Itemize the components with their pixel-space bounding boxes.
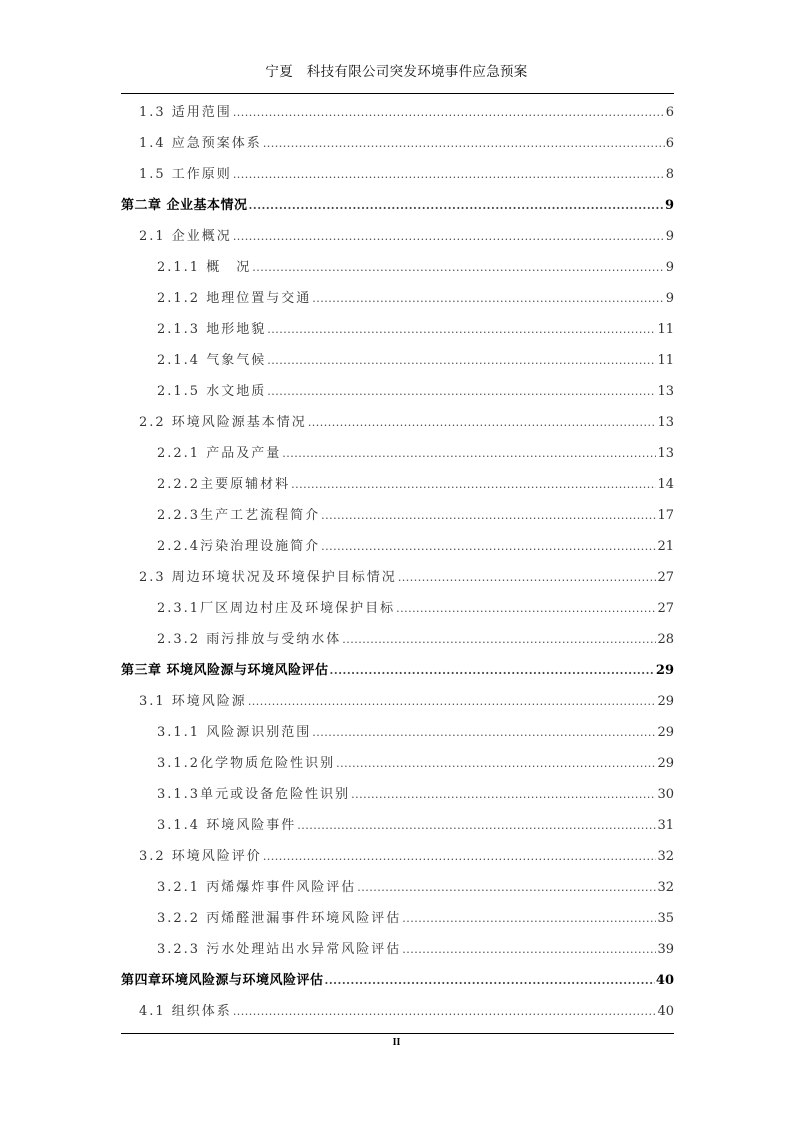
toc-chapter-entry[interactable] bbox=[121, 655, 674, 686]
toc-dot-leader bbox=[402, 934, 656, 965]
toc-dot-leader bbox=[233, 97, 665, 128]
toc-entry[interactable] bbox=[121, 159, 674, 190]
toc-entry-label: 1.5 工作原则 bbox=[139, 167, 232, 182]
toc-entry-page-number: 27 bbox=[657, 601, 674, 616]
toc-entry-label: 2.3.1厂区周边村庄及环境保护目标 bbox=[157, 601, 396, 616]
toc-dot-leader bbox=[342, 624, 656, 655]
toc-entry-page-number: 9 bbox=[665, 260, 674, 275]
toc-dot-leader bbox=[321, 531, 656, 562]
toc-entry-label: 2.2.2主要原辅材料 bbox=[157, 477, 291, 492]
toc-entry[interactable] bbox=[121, 407, 674, 438]
toc-entry[interactable] bbox=[121, 469, 674, 500]
toc-dot-leader bbox=[330, 655, 655, 686]
toc-entry-page-number: 9 bbox=[665, 229, 674, 244]
toc-entry[interactable] bbox=[121, 252, 674, 283]
toc-entry-label: 3.1.2化学物质危险性识别 bbox=[157, 756, 336, 771]
toc-entry[interactable] bbox=[121, 872, 674, 903]
toc-entry[interactable] bbox=[121, 934, 674, 965]
toc-entry-label: 2.2.3生产工艺流程简介 bbox=[157, 508, 321, 523]
toc-dot-leader bbox=[308, 407, 657, 438]
toc-entry-page-number: 9 bbox=[665, 291, 674, 306]
toc-entry-page-number: 29 bbox=[655, 663, 674, 678]
toc-entry-page-number: 29 bbox=[657, 756, 674, 771]
table-of-contents bbox=[121, 97, 674, 1027]
toc-entry-label: 2.1.3 地形地貌 bbox=[157, 322, 267, 337]
toc-entry-page-number: 13 bbox=[657, 446, 674, 461]
toc-dot-leader bbox=[248, 686, 657, 717]
toc-entry[interactable] bbox=[121, 500, 674, 531]
toc-entry[interactable] bbox=[121, 717, 674, 748]
toc-dot-leader bbox=[233, 996, 657, 1027]
toc-dot-leader bbox=[325, 965, 655, 996]
toc-entry-page-number: 13 bbox=[657, 384, 674, 399]
toc-entry-page-number: 14 bbox=[657, 477, 674, 492]
toc-entry-page-number: 27 bbox=[657, 570, 674, 585]
toc-entry[interactable] bbox=[121, 593, 674, 624]
toc-entry[interactable] bbox=[121, 996, 674, 1027]
toc-entry[interactable] bbox=[121, 221, 674, 252]
toc-entry-page-number: 30 bbox=[657, 787, 674, 802]
toc-entry[interactable] bbox=[121, 562, 674, 593]
header-divider bbox=[121, 93, 674, 94]
toc-entry-label: 3.2.2 丙烯醛泄漏事件环境风险评估 bbox=[157, 911, 402, 926]
toc-entry-page-number: 6 bbox=[665, 136, 674, 151]
toc-dot-leader bbox=[267, 314, 656, 345]
toc-entry-page-number: 28 bbox=[657, 632, 674, 647]
toc-entry[interactable] bbox=[121, 779, 674, 810]
toc-entry-label: 2.1.4 气象气候 bbox=[157, 353, 267, 368]
toc-entry-label: 1.3 适用范围 bbox=[139, 105, 232, 120]
toc-dot-leader bbox=[351, 779, 656, 810]
toc-entry-page-number: 31 bbox=[657, 818, 674, 833]
toc-entry-page-number: 39 bbox=[657, 942, 674, 957]
toc-entry-page-number: 40 bbox=[657, 1004, 674, 1019]
toc-entry-page-number: 11 bbox=[657, 322, 674, 337]
toc-entry-page-number: 17 bbox=[657, 508, 674, 523]
toc-entry-label: 3.2 环境风险评价 bbox=[139, 849, 262, 864]
toc-entry-label: 3.1.3单元或设备危险性识别 bbox=[157, 787, 351, 802]
toc-entry-page-number: 21 bbox=[657, 539, 674, 554]
toc-entry-page-number: 9 bbox=[664, 198, 674, 213]
toc-entry-label: 第三章 环境风险源与环境风险评估 bbox=[121, 663, 329, 678]
toc-dot-leader bbox=[233, 159, 665, 190]
toc-dot-leader bbox=[252, 252, 665, 283]
toc-entry[interactable] bbox=[121, 97, 674, 128]
toc-dot-leader bbox=[312, 283, 665, 314]
page-number: II bbox=[392, 1037, 401, 1048]
toc-entry-label: 2.3 周边环境状况及环境保护目标情况 bbox=[139, 570, 397, 585]
toc-entry[interactable] bbox=[121, 438, 674, 469]
toc-entry[interactable] bbox=[121, 283, 674, 314]
toc-dot-leader bbox=[312, 717, 656, 748]
toc-entry-label: 2.3.2 雨污排放与受纳水体 bbox=[157, 632, 342, 647]
toc-entry-page-number: 32 bbox=[657, 880, 674, 895]
toc-entry-label: 第四章环境风险源与环境风险评估 bbox=[121, 973, 324, 988]
toc-entry-page-number: 11 bbox=[657, 353, 674, 368]
toc-entry[interactable] bbox=[121, 810, 674, 841]
toc-entry-page-number: 6 bbox=[665, 105, 674, 120]
toc-dot-leader bbox=[357, 872, 656, 903]
toc-dot-leader bbox=[398, 562, 657, 593]
toc-entry[interactable] bbox=[121, 841, 674, 872]
toc-entry-page-number: 40 bbox=[655, 973, 674, 988]
toc-entry[interactable] bbox=[121, 345, 674, 376]
toc-entry[interactable] bbox=[121, 686, 674, 717]
toc-entry-label: 2.2 环境风险源基本情况 bbox=[139, 415, 307, 430]
toc-dot-leader bbox=[291, 469, 656, 500]
toc-entry[interactable] bbox=[121, 531, 674, 562]
toc-entry-page-number: 29 bbox=[657, 694, 674, 709]
toc-entry-label: 3.1 环境风险源 bbox=[139, 694, 247, 709]
toc-entry[interactable] bbox=[121, 903, 674, 934]
toc-entry-page-number: 8 bbox=[665, 167, 674, 182]
toc-entry-page-number: 29 bbox=[657, 725, 674, 740]
toc-entry-page-number: 35 bbox=[657, 911, 674, 926]
toc-entry-label: 3.1.1 风险源识别范围 bbox=[157, 725, 312, 740]
toc-dot-leader bbox=[396, 593, 656, 624]
toc-entry-page-number: 32 bbox=[657, 849, 674, 864]
toc-entry-label: 2.1 企业概况 bbox=[139, 229, 232, 244]
toc-entry-label: 2.1.2 地理位置与交通 bbox=[157, 291, 312, 306]
toc-dot-leader bbox=[321, 500, 656, 531]
toc-dot-leader bbox=[267, 376, 656, 407]
toc-entry-label: 第二章 企业基本情况 bbox=[121, 198, 248, 213]
toc-entry-label: 2.1.5 水文地质 bbox=[157, 384, 267, 399]
toc-dot-leader bbox=[402, 903, 656, 934]
toc-dot-leader bbox=[263, 841, 657, 872]
toc-dot-leader bbox=[249, 190, 664, 221]
toc-entry-label: 3.2.1 丙烯爆炸事件风险评估 bbox=[157, 880, 357, 895]
toc-chapter-entry[interactable] bbox=[121, 965, 674, 996]
running-header-title: 宁夏 科技有限公司突发环境事件应急预案 bbox=[265, 64, 528, 80]
toc-entry-label: 2.2.1 产品及产量 bbox=[157, 446, 282, 461]
toc-entry-label: 4.1 组织体系 bbox=[139, 1004, 232, 1019]
toc-entry-label: 3.1.4 环境风险事件 bbox=[157, 818, 297, 833]
toc-entry-label: 2.2.4污染治理设施简介 bbox=[157, 539, 321, 554]
toc-dot-leader bbox=[267, 345, 656, 376]
toc-dot-leader bbox=[233, 221, 665, 252]
toc-dot-leader bbox=[282, 438, 656, 469]
toc-entry[interactable] bbox=[121, 128, 674, 159]
toc-dot-leader bbox=[336, 748, 656, 779]
footer-divider bbox=[121, 1033, 674, 1034]
toc-entry[interactable] bbox=[121, 748, 674, 779]
toc-chapter-entry[interactable] bbox=[121, 190, 674, 221]
toc-entry[interactable] bbox=[121, 314, 674, 345]
toc-entry[interactable] bbox=[121, 624, 674, 655]
toc-dot-leader bbox=[297, 810, 656, 841]
toc-entry-label: 3.2.3 污水处理站出水异常风险评估 bbox=[157, 942, 402, 957]
toc-entry-label: 2.1.1 概 况 bbox=[157, 260, 252, 275]
toc-dot-leader bbox=[263, 128, 665, 159]
toc-entry[interactable] bbox=[121, 376, 674, 407]
toc-entry-page-number: 13 bbox=[657, 415, 674, 430]
toc-entry-label: 1.4 应急预案体系 bbox=[139, 136, 262, 151]
